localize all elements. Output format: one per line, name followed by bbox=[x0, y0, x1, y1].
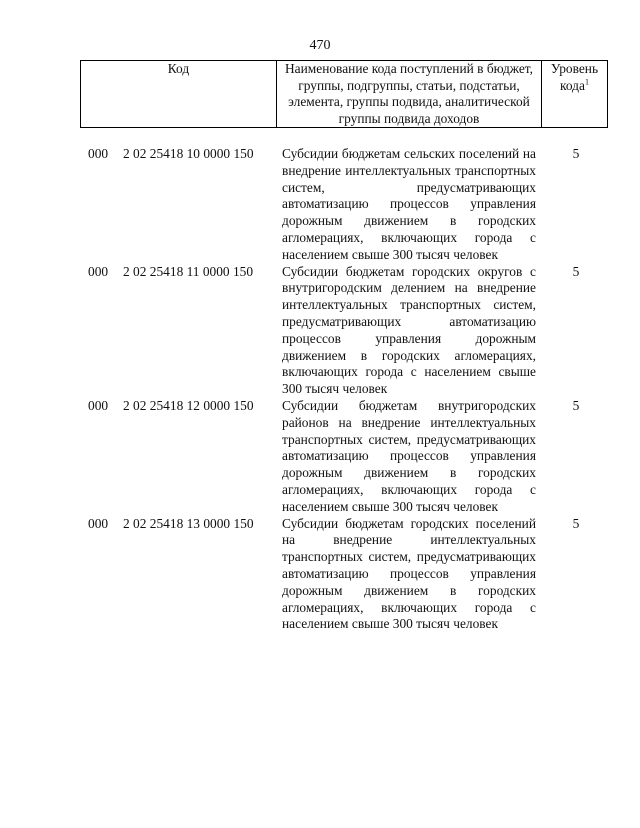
table-row bbox=[80, 146, 607, 264]
row-code: 2 02 25418 10 0000 150 bbox=[123, 146, 254, 161]
row-code: 2 02 25418 12 0000 150 bbox=[123, 397, 254, 413]
table-row bbox=[80, 516, 607, 634]
row-name: Субсидии бюджетам сельских поселений на внедрение интеллектуальных транспортных систем, предусматривающих автоматизацию процессов управления дорожным движением в городских агломерациях, включающих города с населением свыше 300 тысяч человек bbox=[282, 146, 536, 262]
row-admin-code: 000 bbox=[88, 263, 109, 279]
row-name: Субсидии бюджетам внутригородских районов на внедрение интеллектуальных транспортных систем, предусматривающих автоматизацию процессов управления дорожным движением в городских агломерациях, включающих города с населением свыше 300 тысяч человек bbox=[282, 397, 536, 514]
header-level-label: Уровень кода bbox=[550, 61, 599, 93]
row-name: Субсидии бюджетам городских округов с внутригородским делением на внедрение интеллектуальных транспортных систем, предусматривающих автоматизацию процессов управления дорожным движением в городских агломерациях, включающих города с населением свыше 300 тысяч человек bbox=[282, 263, 536, 397]
row-level: 5 bbox=[572, 397, 580, 413]
header-name-label: Наименование кода поступлений в бюджет, группы, подгруппы, статьи, подстатьи, элемента, группы подвида, аналитической группы подвида доходов bbox=[285, 61, 533, 126]
row-level: 5 bbox=[572, 146, 580, 161]
table-row bbox=[80, 264, 607, 398]
table-body bbox=[80, 146, 607, 633]
page-number: 470 bbox=[309, 38, 331, 53]
header-code-label: Код bbox=[167, 61, 190, 76]
row-admin-code: 000 bbox=[88, 397, 109, 413]
table-row bbox=[80, 398, 607, 516]
header-level-footnote: 1 bbox=[584, 77, 589, 87]
row-level: 5 bbox=[572, 263, 580, 279]
row-level: 5 bbox=[572, 515, 580, 531]
table-header bbox=[80, 60, 608, 128]
header-code bbox=[81, 61, 277, 128]
header-name bbox=[277, 61, 542, 128]
row-code: 2 02 25418 13 0000 150 bbox=[123, 515, 254, 531]
row-admin-code: 000 bbox=[88, 146, 109, 161]
row-admin-code: 000 bbox=[88, 515, 109, 531]
row-name: Субсидии бюджетам городских поселений на внедрение интеллектуальных транспортных систем, предусматривающих автоматизацию процессов управления дорожным движением в городских агломерациях, включающих города с населением свыше 300 тысяч человек bbox=[282, 515, 536, 632]
row-code: 2 02 25418 11 0000 150 bbox=[123, 263, 254, 279]
header-level bbox=[542, 61, 608, 128]
